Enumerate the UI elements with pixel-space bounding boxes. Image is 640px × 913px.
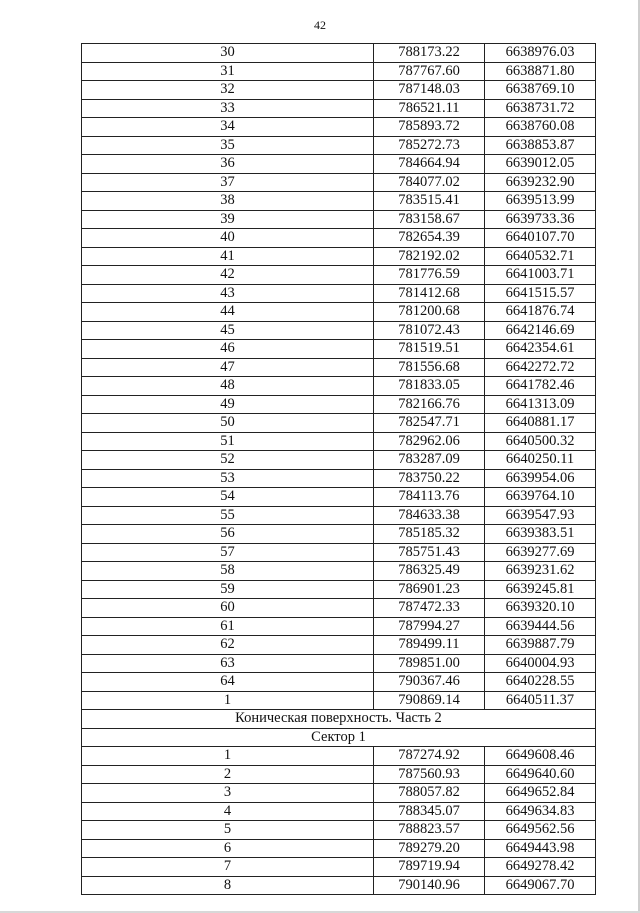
y-coordinate-cell: 6639444.56 [485, 617, 596, 636]
table-row [82, 765, 596, 784]
x-coordinate-cell: 783158.67 [374, 210, 485, 229]
y-coordinate-cell: 6639764.10 [485, 488, 596, 507]
y-coordinate-cell: 6641003.71 [485, 266, 596, 285]
table-row [82, 617, 596, 636]
coordinates-table-body [82, 44, 596, 710]
point-number-cell: 42 [82, 266, 374, 285]
y-coordinate-cell: 6638976.03 [485, 44, 596, 63]
table-row [82, 654, 596, 673]
table-row [82, 876, 596, 895]
table-row [82, 784, 596, 803]
point-number-cell: 2 [82, 765, 374, 784]
table-row [82, 469, 596, 488]
table-row [82, 599, 596, 618]
point-number-cell: 38 [82, 192, 374, 211]
point-number-cell: 49 [82, 395, 374, 414]
x-coordinate-cell: 782166.76 [374, 395, 485, 414]
y-coordinate-cell: 6639887.79 [485, 636, 596, 655]
point-number-cell: 50 [82, 414, 374, 433]
y-coordinate-cell: 6649652.84 [485, 784, 596, 803]
point-number-cell: 47 [82, 358, 374, 377]
y-coordinate-cell: 6642146.69 [485, 321, 596, 340]
table-row [82, 173, 596, 192]
y-coordinate-cell: 6639513.99 [485, 192, 596, 211]
x-coordinate-cell: 783287.09 [374, 451, 485, 470]
table-row [82, 303, 596, 322]
point-number-cell: 63 [82, 654, 374, 673]
table-row [82, 525, 596, 544]
x-coordinate-cell: 782192.02 [374, 247, 485, 266]
y-coordinate-cell: 6649634.83 [485, 802, 596, 821]
y-coordinate-cell: 6640500.32 [485, 432, 596, 451]
table-row [82, 192, 596, 211]
x-coordinate-cell: 785893.72 [374, 118, 485, 137]
point-number-cell: 58 [82, 562, 374, 581]
y-coordinate-cell: 6639320.10 [485, 599, 596, 618]
x-coordinate-cell: 784113.76 [374, 488, 485, 507]
point-number-cell: 33 [82, 99, 374, 118]
point-number-cell: 41 [82, 247, 374, 266]
point-number-cell: 59 [82, 580, 374, 599]
table-row [82, 44, 596, 63]
y-coordinate-cell: 6639231.62 [485, 562, 596, 581]
y-coordinate-cell: 6641313.09 [485, 395, 596, 414]
table-row [82, 488, 596, 507]
point-number-cell: 48 [82, 377, 374, 396]
y-coordinate-cell: 6639012.05 [485, 155, 596, 174]
y-coordinate-cell: 6640107.70 [485, 229, 596, 248]
y-coordinate-cell: 6640250.11 [485, 451, 596, 470]
table-row [82, 691, 596, 710]
table-row [82, 506, 596, 525]
point-number-cell: 6 [82, 839, 374, 858]
y-coordinate-cell: 6640532.71 [485, 247, 596, 266]
x-coordinate-cell: 784664.94 [374, 155, 485, 174]
point-number-cell: 64 [82, 673, 374, 692]
sector-table-body [82, 747, 596, 895]
table-row [82, 414, 596, 433]
y-coordinate-cell: 6649443.98 [485, 839, 596, 858]
x-coordinate-cell: 781412.68 [374, 284, 485, 303]
x-coordinate-cell: 784077.02 [374, 173, 485, 192]
table-row [82, 377, 596, 396]
y-coordinate-cell: 6639232.90 [485, 173, 596, 192]
point-number-cell: 62 [82, 636, 374, 655]
table-row [82, 229, 596, 248]
y-coordinate-cell: 6639277.69 [485, 543, 596, 562]
table-row [82, 395, 596, 414]
x-coordinate-cell: 786901.23 [374, 580, 485, 599]
point-number-cell: 34 [82, 118, 374, 137]
table-row [82, 284, 596, 303]
point-number-cell: 56 [82, 525, 374, 544]
table-row [82, 62, 596, 81]
point-number-cell: 45 [82, 321, 374, 340]
table-row [82, 321, 596, 340]
sector-title: Сектор 1 [82, 728, 596, 747]
y-coordinate-cell: 6642272.72 [485, 358, 596, 377]
x-coordinate-cell: 781072.43 [374, 321, 485, 340]
table-row [82, 210, 596, 229]
table-row [82, 118, 596, 137]
page-number: 42 [314, 18, 326, 32]
point-number-cell: 7 [82, 858, 374, 877]
point-number-cell: 37 [82, 173, 374, 192]
table-row [82, 543, 596, 562]
table-row [82, 99, 596, 118]
y-coordinate-cell: 6641782.46 [485, 377, 596, 396]
y-coordinate-cell: 6639383.51 [485, 525, 596, 544]
x-coordinate-cell: 781200.68 [374, 303, 485, 322]
point-number-cell: 32 [82, 81, 374, 100]
point-number-cell: 30 [82, 44, 374, 63]
x-coordinate-cell: 790869.14 [374, 691, 485, 710]
x-coordinate-cell: 781833.05 [374, 377, 485, 396]
x-coordinate-cell: 789851.00 [374, 654, 485, 673]
coordinates-table [81, 43, 596, 895]
point-number-cell: 54 [82, 488, 374, 507]
point-number-cell: 8 [82, 876, 374, 895]
y-coordinate-cell: 6639733.36 [485, 210, 596, 229]
y-coordinate-cell: 6638769.10 [485, 81, 596, 100]
table-row [82, 81, 596, 100]
point-number-cell: 36 [82, 155, 374, 174]
point-number-cell: 5 [82, 821, 374, 840]
table-row [82, 821, 596, 840]
x-coordinate-cell: 785272.73 [374, 136, 485, 155]
table-row [82, 839, 596, 858]
point-number-cell: 60 [82, 599, 374, 618]
table-row [82, 451, 596, 470]
table-row [82, 747, 596, 766]
point-number-cell: 57 [82, 543, 374, 562]
x-coordinate-cell: 789719.94 [374, 858, 485, 877]
y-coordinate-cell: 6640511.37 [485, 691, 596, 710]
y-coordinate-cell: 6641876.74 [485, 303, 596, 322]
table-row [82, 247, 596, 266]
table-row [82, 580, 596, 599]
x-coordinate-cell: 787472.33 [374, 599, 485, 618]
x-coordinate-cell: 781556.68 [374, 358, 485, 377]
y-coordinate-cell: 6639954.06 [485, 469, 596, 488]
point-number-cell: 61 [82, 617, 374, 636]
y-coordinate-cell: 6649067.70 [485, 876, 596, 895]
y-coordinate-cell: 6638853.87 [485, 136, 596, 155]
point-number-cell: 43 [82, 284, 374, 303]
point-number-cell: 46 [82, 340, 374, 359]
table-row [82, 358, 596, 377]
table-row [82, 266, 596, 285]
x-coordinate-cell: 788173.22 [374, 44, 485, 63]
x-coordinate-cell: 790140.96 [374, 876, 485, 895]
x-coordinate-cell: 785751.43 [374, 543, 485, 562]
x-coordinate-cell: 781519.51 [374, 340, 485, 359]
point-number-cell: 55 [82, 506, 374, 525]
x-coordinate-cell: 790367.46 [374, 673, 485, 692]
x-coordinate-cell: 787560.93 [374, 765, 485, 784]
x-coordinate-cell: 783515.41 [374, 192, 485, 211]
section-title-row [82, 710, 596, 729]
y-coordinate-cell: 6639547.93 [485, 506, 596, 525]
x-coordinate-cell: 787274.92 [374, 747, 485, 766]
point-number-cell: 52 [82, 451, 374, 470]
x-coordinate-cell: 782547.71 [374, 414, 485, 433]
point-number-cell: 53 [82, 469, 374, 488]
sector-title-row [82, 728, 596, 747]
table-row [82, 340, 596, 359]
point-number-cell: 39 [82, 210, 374, 229]
x-coordinate-cell: 785185.32 [374, 525, 485, 544]
x-coordinate-cell: 787148.03 [374, 81, 485, 100]
table-row [82, 673, 596, 692]
point-number-cell: 40 [82, 229, 374, 248]
table-row [82, 636, 596, 655]
x-coordinate-cell: 788345.07 [374, 802, 485, 821]
y-coordinate-cell: 6640881.17 [485, 414, 596, 433]
table-row [82, 562, 596, 581]
point-number-cell: 35 [82, 136, 374, 155]
x-coordinate-cell: 782962.06 [374, 432, 485, 451]
y-coordinate-cell: 6649562.56 [485, 821, 596, 840]
x-coordinate-cell: 789279.20 [374, 839, 485, 858]
table-row [82, 432, 596, 451]
section-header-group [82, 710, 596, 747]
table-row [82, 136, 596, 155]
point-number-cell: 31 [82, 62, 374, 81]
x-coordinate-cell: 784633.38 [374, 506, 485, 525]
y-coordinate-cell: 6640004.93 [485, 654, 596, 673]
table-row [82, 858, 596, 877]
y-coordinate-cell: 6642354.61 [485, 340, 596, 359]
y-coordinate-cell: 6639245.81 [485, 580, 596, 599]
point-number-cell: 1 [82, 691, 374, 710]
y-coordinate-cell: 6649608.46 [485, 747, 596, 766]
y-coordinate-cell: 6638731.72 [485, 99, 596, 118]
x-coordinate-cell: 787994.27 [374, 617, 485, 636]
x-coordinate-cell: 788057.82 [374, 784, 485, 803]
y-coordinate-cell: 6641515.57 [485, 284, 596, 303]
x-coordinate-cell: 782654.39 [374, 229, 485, 248]
point-number-cell: 51 [82, 432, 374, 451]
y-coordinate-cell: 6649278.42 [485, 858, 596, 877]
y-coordinate-cell: 6638871.80 [485, 62, 596, 81]
y-coordinate-cell: 6649640.60 [485, 765, 596, 784]
x-coordinate-cell: 788823.57 [374, 821, 485, 840]
table-row [82, 802, 596, 821]
table-row [82, 155, 596, 174]
y-coordinate-cell: 6640228.55 [485, 673, 596, 692]
section-title: Коническая поверхность. Часть 2 [82, 710, 596, 729]
point-number-cell: 4 [82, 802, 374, 821]
x-coordinate-cell: 787767.60 [374, 62, 485, 81]
y-coordinate-cell: 6638760.08 [485, 118, 596, 137]
point-number-cell: 44 [82, 303, 374, 322]
x-coordinate-cell: 786521.11 [374, 99, 485, 118]
point-number-cell: 1 [82, 747, 374, 766]
x-coordinate-cell: 783750.22 [374, 469, 485, 488]
x-coordinate-cell: 789499.11 [374, 636, 485, 655]
point-number-cell: 3 [82, 784, 374, 803]
x-coordinate-cell: 786325.49 [374, 562, 485, 581]
x-coordinate-cell: 781776.59 [374, 266, 485, 285]
